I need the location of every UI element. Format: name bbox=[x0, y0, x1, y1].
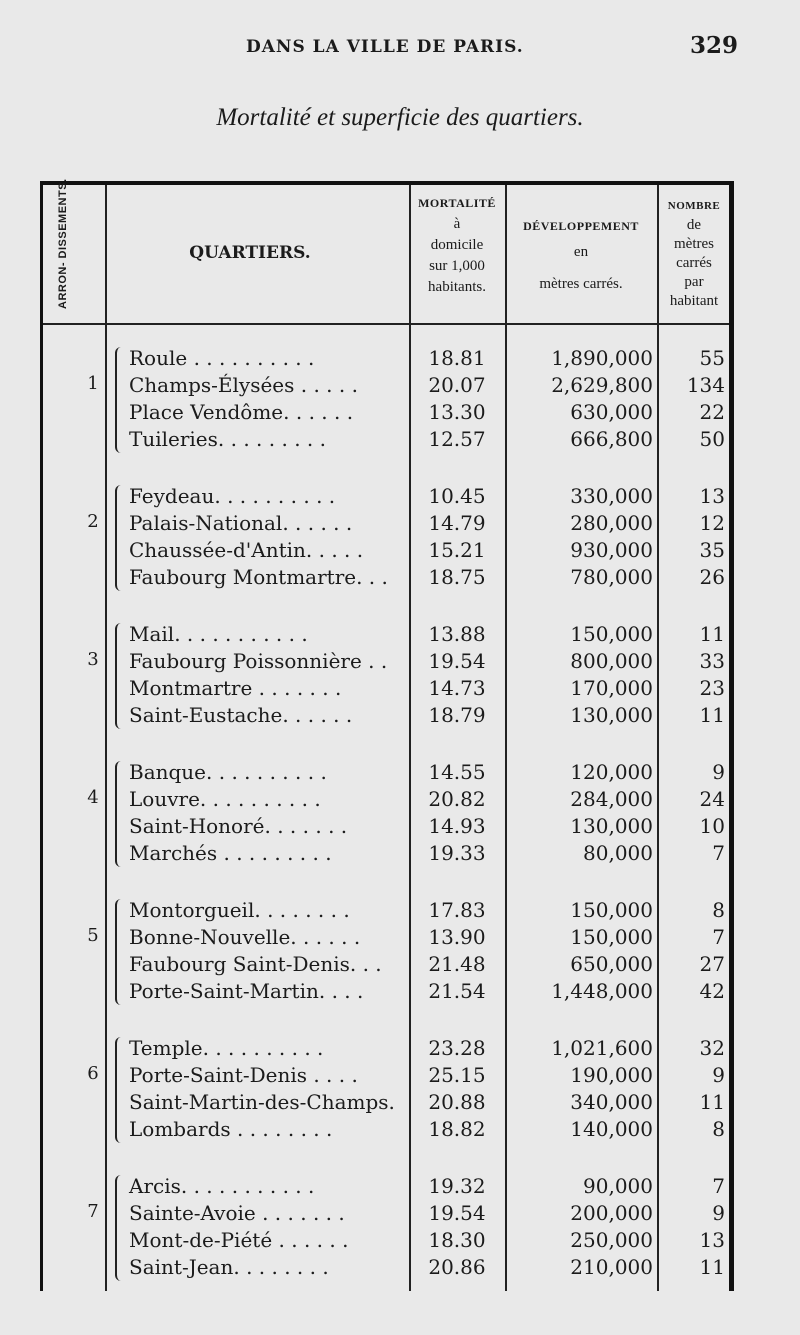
developpement-cell: 1,021,600 bbox=[551, 1036, 653, 1060]
nombre-cell: 27 bbox=[699, 952, 725, 976]
nombre-cell: 33 bbox=[699, 649, 725, 673]
developpement-cell: 200,000 bbox=[570, 1201, 653, 1225]
header-developpement-line: mètres carrés. bbox=[539, 276, 623, 292]
developpement-cell: 1,890,000 bbox=[551, 346, 653, 370]
developpement-cell: 780,000 bbox=[570, 565, 653, 589]
table-row bbox=[43, 621, 729, 648]
nombre-cell: 50 bbox=[699, 427, 725, 451]
mortalite-cell: 20.07 bbox=[428, 373, 486, 397]
table-row bbox=[43, 924, 729, 951]
mortality-table bbox=[40, 178, 734, 1291]
nombre-cell: 26 bbox=[699, 565, 725, 589]
mortalite-cell: 19.54 bbox=[428, 649, 486, 673]
developpement-cell: 130,000 bbox=[570, 814, 653, 838]
developpement-cell: 284,000 bbox=[570, 787, 653, 811]
header-mortalite-line: sur 1,000 bbox=[429, 258, 485, 274]
developpement-cell: 210,000 bbox=[570, 1255, 653, 1279]
mortalite-cell: 17.83 bbox=[428, 898, 486, 922]
table-row bbox=[43, 1254, 729, 1281]
developpement-cell: 650,000 bbox=[570, 952, 653, 976]
header-rule bbox=[43, 323, 729, 325]
page-number: 329 bbox=[690, 32, 739, 59]
nombre-cell: 12 bbox=[699, 511, 725, 535]
nombre-cell: 9 bbox=[712, 1063, 725, 1087]
mortalite-cell: 20.86 bbox=[428, 1255, 486, 1279]
table-row bbox=[43, 978, 729, 1005]
nombre-cell: 13 bbox=[699, 484, 725, 508]
quartier-cell: Sainte-Avoie . . . . . . . bbox=[129, 1201, 345, 1225]
mortalite-cell: 19.32 bbox=[428, 1174, 486, 1198]
table-row bbox=[43, 702, 729, 729]
mortalite-cell: 18.79 bbox=[428, 703, 486, 727]
nombre-cell: 35 bbox=[699, 538, 725, 562]
table-row bbox=[43, 510, 729, 537]
nombre-cell: 134 bbox=[686, 373, 725, 397]
header-quartiers: QUARTIERS. bbox=[189, 243, 311, 263]
table-row bbox=[43, 759, 729, 786]
nombre-cell: 24 bbox=[699, 787, 725, 811]
nombre-cell: 7 bbox=[712, 925, 725, 949]
table-row bbox=[43, 1062, 729, 1089]
quartier-cell: Mail. . . . . . . . . . . bbox=[129, 622, 308, 646]
quartier-cell: Feydeau. . . . . . . . . . bbox=[129, 484, 336, 508]
nombre-cell: 32 bbox=[699, 1036, 725, 1060]
table-row bbox=[43, 426, 729, 453]
header-developpement-line: en bbox=[573, 244, 589, 260]
developpement-cell: 250,000 bbox=[570, 1228, 653, 1252]
quartier-cell: Porte-Saint-Martin. . . . bbox=[129, 979, 364, 1003]
quartier-cell: Marchés . . . . . . . . . bbox=[129, 841, 332, 865]
quartier-cell: Faubourg Saint-Denis. . . bbox=[129, 952, 382, 976]
header-arrondissements bbox=[56, 178, 96, 309]
developpement-cell: 800,000 bbox=[570, 649, 653, 673]
quartier-cell: Lombards . . . . . . . . bbox=[129, 1117, 333, 1141]
arrondissement-number: 7 bbox=[87, 1200, 99, 1222]
developpement-cell: 930,000 bbox=[570, 538, 653, 562]
mortalite-cell: 18.75 bbox=[428, 565, 486, 589]
nombre-cell: 11 bbox=[699, 1090, 725, 1114]
header-nombre-line: NOMBRE bbox=[667, 200, 721, 212]
table-row bbox=[43, 840, 729, 867]
nombre-cell: 7 bbox=[712, 841, 725, 865]
arrondissement-number: 1 bbox=[87, 372, 99, 394]
quartier-cell: Porte-Saint-Denis . . . . bbox=[129, 1063, 358, 1087]
arrondissement-number: 5 bbox=[87, 924, 99, 946]
developpement-cell: 666,800 bbox=[570, 427, 653, 451]
nombre-cell: 42 bbox=[699, 979, 725, 1003]
mortalite-cell: 14.55 bbox=[428, 760, 486, 784]
mortalite-cell: 18.30 bbox=[428, 1228, 486, 1252]
header-mortalite-line: MORTALITÉ bbox=[418, 196, 496, 210]
quartier-cell: Arcis. . . . . . . . . . . bbox=[129, 1174, 315, 1198]
quartier-cell: Montorgueil. . . . . . . . bbox=[129, 898, 350, 922]
header-nombre-line: habitant bbox=[669, 293, 719, 309]
developpement-cell: 90,000 bbox=[583, 1174, 653, 1198]
table-row bbox=[43, 1173, 729, 1200]
table-row bbox=[43, 786, 729, 813]
developpement-cell: 170,000 bbox=[570, 676, 653, 700]
nombre-cell: 7 bbox=[712, 1174, 725, 1198]
mortalite-cell: 14.93 bbox=[428, 814, 486, 838]
quartier-cell: Champs-Élysées . . . . . bbox=[129, 373, 358, 397]
mortalite-cell: 18.82 bbox=[428, 1117, 486, 1141]
nombre-cell: 9 bbox=[712, 1201, 725, 1225]
quartier-cell: Saint-Honoré. . . . . . . bbox=[129, 814, 348, 838]
quartier-cell: Banque. . . . . . . . . . bbox=[129, 760, 327, 784]
running-head: DANS LA VILLE DE PARIS. bbox=[246, 37, 524, 57]
developpement-cell: 330,000 bbox=[570, 484, 653, 508]
developpement-cell: 340,000 bbox=[570, 1090, 653, 1114]
header-arrondissements-label: ARRON- DISSEMENTS. bbox=[57, 178, 69, 309]
mortalite-cell: 12.57 bbox=[428, 427, 486, 451]
nombre-cell: 23 bbox=[699, 676, 725, 700]
nombre-cell: 11 bbox=[699, 1255, 725, 1279]
nombre-cell: 22 bbox=[699, 400, 725, 424]
header-nombre bbox=[657, 197, 731, 311]
developpement-cell: 1,448,000 bbox=[551, 979, 653, 1003]
developpement-cell: 80,000 bbox=[583, 841, 653, 865]
mortalite-cell: 14.73 bbox=[428, 676, 486, 700]
quartier-cell: Palais-National. . . . . . bbox=[129, 511, 353, 535]
quartier-cell: Montmartre . . . . . . . bbox=[129, 676, 342, 700]
developpement-cell: 130,000 bbox=[570, 703, 653, 727]
header-mortalite-line: domicile bbox=[430, 237, 484, 253]
table-row bbox=[43, 813, 729, 840]
mortalite-cell: 23.28 bbox=[428, 1036, 486, 1060]
header-mortalite-line: à bbox=[453, 216, 461, 232]
header-nombre-line: de bbox=[686, 217, 702, 233]
nombre-cell: 8 bbox=[712, 1117, 725, 1141]
mortalite-cell: 13.90 bbox=[428, 925, 486, 949]
table-row bbox=[43, 483, 729, 510]
table-row bbox=[43, 564, 729, 591]
table-row bbox=[43, 1035, 729, 1062]
table-row bbox=[43, 1116, 729, 1143]
quartier-cell: Saint-Martin-des-Champs. bbox=[129, 1090, 395, 1114]
header-nombre-line: par bbox=[684, 274, 704, 290]
developpement-cell: 280,000 bbox=[570, 511, 653, 535]
arrondissement-number: 4 bbox=[87, 786, 99, 808]
nombre-cell: 55 bbox=[699, 346, 725, 370]
developpement-cell: 120,000 bbox=[570, 760, 653, 784]
quartier-cell: Faubourg Poissonnière . . bbox=[129, 649, 388, 673]
table-row bbox=[43, 1200, 729, 1227]
mortalite-cell: 18.81 bbox=[428, 346, 486, 370]
quartier-cell: Bonne-Nouvelle. . . . . . bbox=[129, 925, 361, 949]
quartier-cell: Saint-Eustache. . . . . . bbox=[129, 703, 353, 727]
quartier-cell: Chaussée-d'Antin. . . . . bbox=[129, 538, 364, 562]
mortalite-cell: 20.82 bbox=[428, 787, 486, 811]
developpement-cell: 150,000 bbox=[570, 898, 653, 922]
developpement-cell: 150,000 bbox=[570, 622, 653, 646]
developpement-cell: 2,629,800 bbox=[551, 373, 653, 397]
header-developpement bbox=[505, 213, 657, 297]
nombre-cell: 11 bbox=[699, 622, 725, 646]
table-row bbox=[43, 675, 729, 702]
mortalite-cell: 25.15 bbox=[428, 1063, 486, 1087]
nombre-cell: 9 bbox=[712, 760, 725, 784]
mortalite-cell: 13.30 bbox=[428, 400, 486, 424]
nombre-cell: 8 bbox=[712, 898, 725, 922]
quartier-cell: Louvre. . . . . . . . . . bbox=[129, 787, 321, 811]
nombre-cell: 13 bbox=[699, 1228, 725, 1252]
quartier-cell: Temple. . . . . . . . . . bbox=[129, 1036, 324, 1060]
mortalite-cell: 10.45 bbox=[428, 484, 486, 508]
mortalite-cell: 19.54 bbox=[428, 1201, 486, 1225]
table-row bbox=[43, 1227, 729, 1254]
table-row bbox=[43, 372, 729, 399]
quartier-cell: Faubourg Montmartre. . . bbox=[129, 565, 388, 589]
table-row bbox=[43, 537, 729, 564]
table-row bbox=[43, 345, 729, 372]
nombre-cell: 11 bbox=[699, 703, 725, 727]
header-developpement-line: DÉVELOPPEMENT bbox=[523, 219, 639, 233]
developpement-cell: 190,000 bbox=[570, 1063, 653, 1087]
arrondissement-number: 6 bbox=[87, 1062, 99, 1084]
mortalite-cell: 19.33 bbox=[428, 841, 486, 865]
header-mortalite-line: habitants. bbox=[428, 279, 486, 295]
quartier-cell: Roule . . . . . . . . . . bbox=[129, 346, 315, 370]
arrondissement-number: 2 bbox=[87, 510, 99, 532]
quartier-cell: Place Vendôme. . . . . . bbox=[129, 400, 354, 424]
developpement-cell: 150,000 bbox=[570, 925, 653, 949]
table-row bbox=[43, 399, 729, 426]
header-nombre-line: mètres bbox=[674, 236, 714, 252]
table-row bbox=[43, 897, 729, 924]
developpement-cell: 140,000 bbox=[570, 1117, 653, 1141]
mortalite-cell: 21.54 bbox=[428, 979, 486, 1003]
mortalite-cell: 15.21 bbox=[428, 538, 486, 562]
mortalite-cell: 13.88 bbox=[428, 622, 486, 646]
mortalite-cell: 14.79 bbox=[428, 511, 486, 535]
arrondissement-number: 3 bbox=[87, 648, 99, 670]
table-row bbox=[43, 951, 729, 978]
quartier-cell: Saint-Jean. . . . . . . . bbox=[129, 1255, 329, 1279]
table-row bbox=[43, 1089, 729, 1116]
mortalite-cell: 21.48 bbox=[428, 952, 486, 976]
header-nombre-line: carrés bbox=[676, 255, 712, 271]
quartier-cell: Mont-de-Piété . . . . . . bbox=[129, 1228, 349, 1252]
table-row bbox=[43, 648, 729, 675]
nombre-cell: 10 bbox=[699, 814, 725, 838]
mortalite-cell: 20.88 bbox=[428, 1090, 486, 1114]
table-title: Mortalité et superficie des quartiers. bbox=[216, 104, 584, 131]
quartier-cell: Tuileries. . . . . . . . . bbox=[129, 427, 326, 451]
header-mortalite bbox=[409, 193, 505, 298]
developpement-cell: 630,000 bbox=[570, 400, 653, 424]
